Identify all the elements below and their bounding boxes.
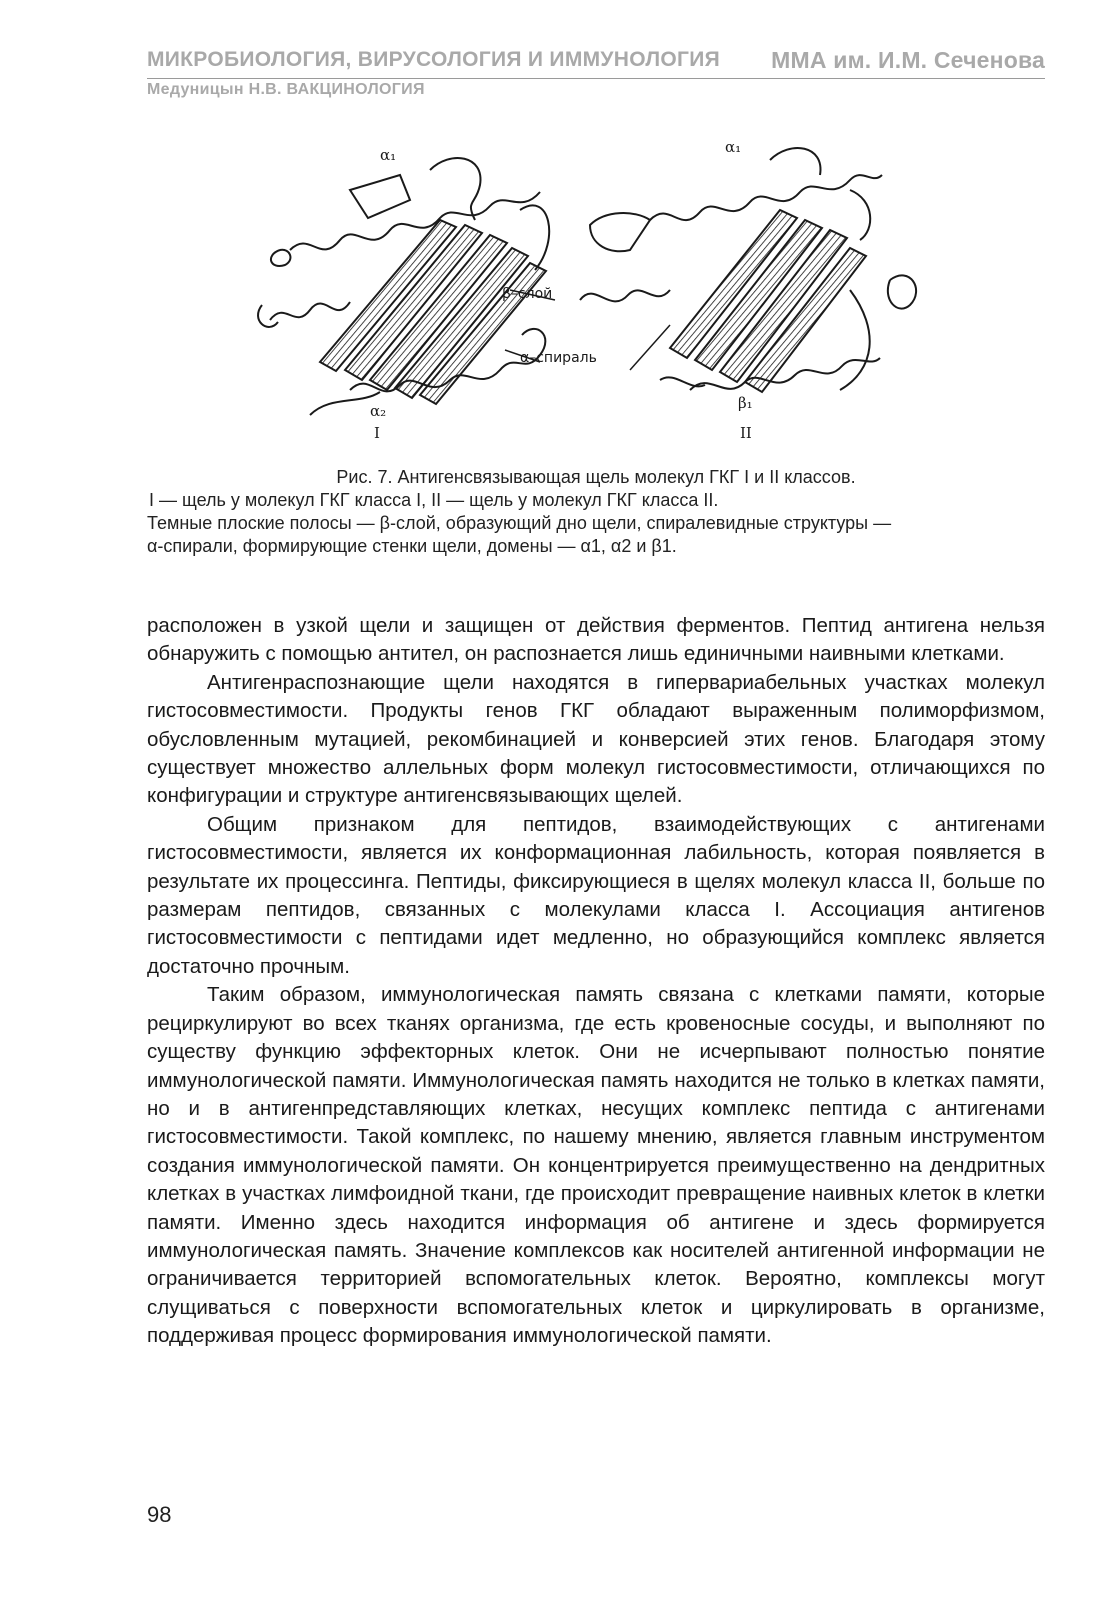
header-row bbox=[147, 44, 1045, 79]
paragraph-3: Общим признаком для пептидов, взаимодействующих с антигенами гистосовместимости, является их конформационная лабильность, которая появляется в результате их процессинга. Пептиды, фиксирующиеся в щелях молекул класса II, больше по размерам пептидов, связанных с молекулами класса I. Ассоциация антигенов гистосовместимости с пептидами идет медленно, но образующийся комплекс является достаточно прочным. bbox=[147, 812, 1045, 978]
mhc-class-2-drawing bbox=[580, 148, 916, 392]
figure-caption bbox=[147, 466, 1045, 558]
caption-line-1: Рис. 7. Антигенсвязывающая щель молекул ГКГ I и II классов. bbox=[336, 467, 856, 487]
beta-sheet-strands-right bbox=[670, 210, 866, 392]
beta-sheet-strands-left bbox=[320, 220, 546, 404]
paragraph-2: Антигенраспознающие щели находятся в гипервариабельных участках молекул гистосовместимости. Продукты генов ГКГ обладают выраженным полиморфизмом, обусловленным мутацией, рекомбинацией и конверсией этих генов. Благодаря этому существует множество аллельных форм молекул гистосовместимости, отличающихся по конфигурации и структуре антигенсвязывающих щелей. bbox=[147, 670, 1045, 808]
label-roman-right: II bbox=[740, 424, 752, 442]
figure-mhc-groove bbox=[250, 130, 930, 460]
label-alpha2-left: α₂ bbox=[370, 402, 387, 420]
label-alpha1-left: α₁ bbox=[380, 146, 397, 164]
header-institution: ММА им. И.М. Сеченова bbox=[771, 47, 1045, 73]
label-roman-left: I bbox=[374, 424, 380, 442]
paragraph-1: расположен в узкой щели и защищен от действия ферментов. Пептид антигена нельзя обнаружить с помощью антител, он распознается лишь единичными наивными клетками. bbox=[147, 614, 1045, 666]
header-title: МИКРОБИОЛОГИЯ, ВИРУСОЛОГИЯ И ИММУНОЛОГИЯ bbox=[147, 48, 721, 71]
label-alpha1-right: α₁ bbox=[725, 138, 742, 156]
page-number: 98 bbox=[147, 1502, 172, 1527]
header-subtitle: Медуницын Н.В. ВАКЦИНОЛОГИЯ bbox=[147, 81, 425, 98]
beta1-helix-right bbox=[580, 290, 670, 301]
caption-line-4: α-спирали, формирующие стенки щели, домены — α1, α2 и β1. bbox=[147, 536, 677, 556]
body-text bbox=[147, 612, 1045, 1351]
caption-line-3: Темные плоские полосы — β-слой, образующий дно щели, спиралевидные структуры — bbox=[147, 513, 892, 533]
mhc-structure-drawing bbox=[250, 130, 930, 460]
alpha2-helix-left bbox=[270, 302, 350, 320]
label-beta-layer: β–слой bbox=[502, 286, 553, 302]
caption-line-2: I — щель у молекул ГКГ класса I, II — щель у молекул ГКГ класса II. bbox=[149, 490, 719, 510]
paragraph-4: Таким образом, иммунологическая память связана с клетками памяти, которые рециркулируют во всех тканях организма, где есть кровеносные сосуды, и выполняют по существу функцию эффекторных клеток. Они не исчерпывают полностью понятие иммунологической памяти. Иммунологическая память находится не только в клетках памяти, но и в антигенпредставляющих клетках, несущих комплекс пептида с антигенами гистосовместимости. Такой комплекс, по нашему мнению, является главным инструментом создания иммунологической памяти. Он концентрируется преимущественно на дендритных клетках в участках лимфоидной ткани, где происходит превращение наивных клеток в клетки памяти. Именно здесь находится информация об антигене и здесь формируется иммунологическая память. Значение комплексов как носителей антигенной информации не ограничивается территорией вспомогательных клеток. Вероятно, комплексы могут слущиваться с поверхности вспомогательных клеток и циркулировать в организме, поддерживая процесс формирования иммунологической памяти. bbox=[147, 983, 1045, 1348]
label-alpha-helix: α–спираль bbox=[520, 350, 597, 366]
running-header bbox=[147, 44, 1045, 98]
label-beta1-right: β₁ bbox=[738, 394, 753, 412]
alpha1-helix-right bbox=[650, 175, 882, 220]
